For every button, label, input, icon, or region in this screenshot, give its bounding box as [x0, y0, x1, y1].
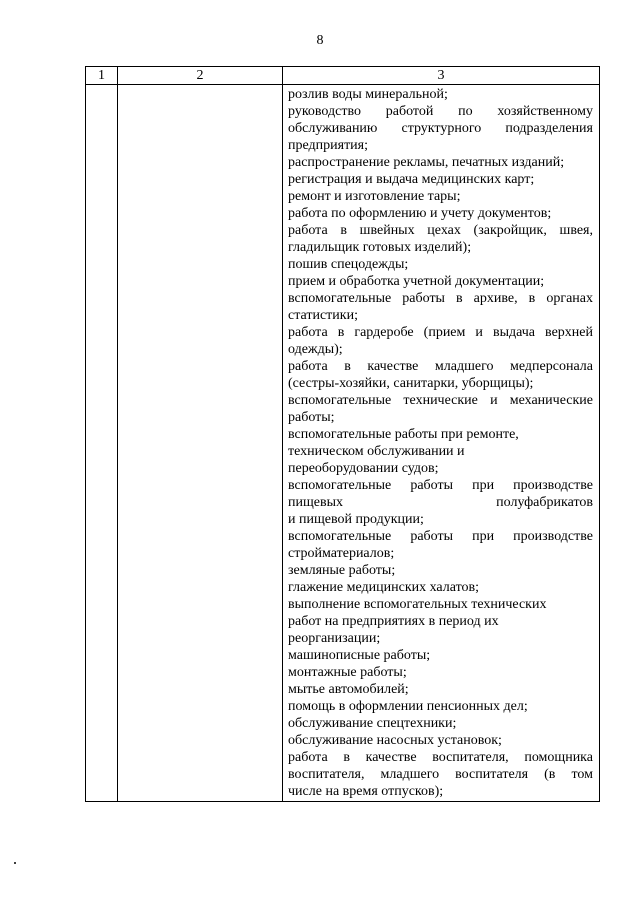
column-3-line: работа по оформлению и учету документов;	[288, 206, 552, 221]
column-3-line: земляные работы;	[288, 563, 396, 578]
column-3-line: одежды);	[288, 342, 343, 357]
column-3-line: обслуживание спецтехники;	[288, 716, 457, 731]
column-3-header: 3	[283, 67, 600, 85]
column-3-line: работ на предприятиях в период их	[288, 614, 499, 629]
column-3-line: работа в качестве воспитателя, помощника	[288, 750, 593, 765]
column-3-line: помощь в оформлении пенсионных дел;	[288, 699, 528, 714]
column-3-line: ремонт и изготовление тары;	[288, 189, 461, 204]
page-number: 8	[316, 33, 324, 48]
column-3-line: работа в швейных цехах (закройщик, швея,	[288, 223, 593, 238]
column-3-line: вспомогательные работы при производстве	[288, 478, 593, 493]
column-3-line: статистики;	[288, 308, 358, 323]
column-3-line: вспомогательные технические и механические	[288, 393, 593, 408]
column-3-line: реорганизации;	[288, 631, 381, 646]
column-3-line: гладильщик готовых изделий);	[288, 240, 472, 255]
column-3-line: обслуживанию структурного подразделения	[288, 121, 593, 136]
column-3-line: руководство работой по хозяйственному	[288, 104, 593, 119]
column-3-line: (сестры-хозяйки, санитарки, уборщицы);	[288, 376, 534, 391]
column-3-line: розлив воды минеральной;	[288, 87, 448, 102]
column-3-line: воспитателя, младшего воспитателя (в том	[288, 767, 593, 782]
column-3-line: глажение медицинских халатов;	[288, 580, 480, 595]
column-3-cell	[283, 85, 600, 802]
column-1-header: 1	[86, 67, 118, 85]
column-3-line: работа в качестве младшего медперсонала	[288, 359, 593, 374]
column-3-line: пищевых полуфабрикатов	[288, 495, 593, 510]
column-3-line: техническом обслуживании и	[288, 444, 465, 459]
column-3-line: работы;	[288, 410, 335, 425]
column-1-cell	[86, 85, 118, 802]
column-3-line: мытье автомобилей;	[288, 682, 409, 697]
scan-dot	[14, 862, 16, 864]
table-row	[86, 85, 600, 802]
column-3-line: регистрация и выдача медицинских карт;	[288, 172, 535, 187]
column-3-line: вспомогательные работы при ремонте,	[288, 427, 519, 442]
column-3-line: вспомогательные работы в архиве, в органах	[288, 291, 593, 306]
column-3-line: выполнение вспомогательных технических	[288, 597, 547, 612]
column-3-line: переоборудовании судов;	[288, 461, 439, 476]
column-3-line: и пищевой продукции;	[288, 512, 424, 527]
column-3-line: стройматериалов;	[288, 546, 395, 561]
column-3-line: числе на время отпусков);	[288, 784, 444, 799]
column-2-cell	[118, 85, 283, 802]
column-3-line: вспомогательные работы при производстве	[288, 529, 593, 544]
column-3-line: распространение рекламы, печатных изданий;	[288, 155, 565, 170]
column-3-line: пошив спецодежды;	[288, 257, 409, 272]
column-2-header: 2	[118, 67, 283, 85]
column-3-line: машинописные работы;	[288, 648, 431, 663]
work-types-table	[85, 66, 600, 802]
column-3-line: прием и обработка учетной документации;	[288, 274, 545, 289]
column-3-line: монтажные работы;	[288, 665, 407, 680]
column-3-line: работа в гардеробе (прием и выдача верхней	[288, 325, 593, 340]
column-3-line: обслуживание насосных установок;	[288, 733, 502, 748]
column-3-line: предприятия;	[288, 138, 369, 153]
table-header-row	[86, 67, 600, 85]
